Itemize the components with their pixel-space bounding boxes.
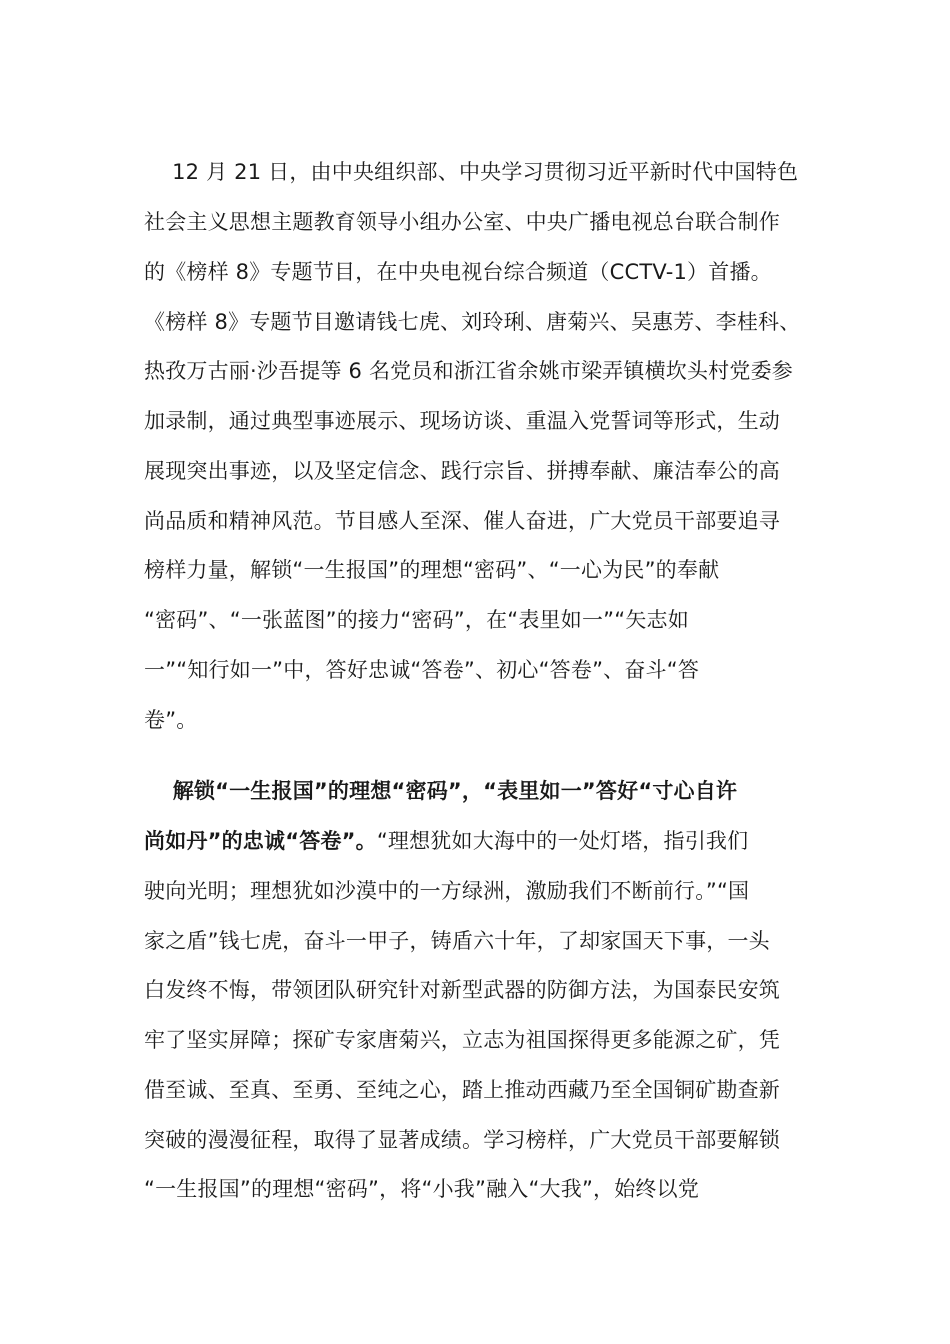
paragraph-1-line-8: 尚品质和精神风范。节目感人至深、催人奋进，广大党员干部要追寻	[144, 509, 780, 533]
paragraph-1-line-6: 加录制，通过典型事迹展示、现场访谈、重温入党誓词等形式，生动	[144, 409, 780, 433]
paragraph-2-line-5: 白发终不悔，带领团队研究针对新型武器的防御方法，为国泰民安筑	[144, 978, 780, 1002]
paragraph-2-line-3: 驶向光明；理想犹如沙漠中的一方绿洲，激励我们不断前行。”“国	[144, 879, 750, 903]
paragraph-1-line-5: 热孜万古丽·沙吾提等 6 名党员和浙江省余姚市梁弄镇横坎头村党委参	[144, 359, 793, 383]
paragraph-1-line-7: 展现突出事迹，以及坚定信念、践行宗旨、拼搏奉献、廉洁奉公的高	[144, 459, 780, 483]
paragraph-2-heading-line-1: 解锁“一生报国”的理想“密码”，“表里如一”答好“寸心自许	[144, 779, 738, 803]
paragraph-2-line-8: 突破的漫漫征程，取得了显著成绩。学习榜样，广大党员干部要解锁	[144, 1128, 780, 1152]
paragraph-2-line-2	[144, 826, 806, 856]
paragraph-2-line-7: 借至诚、至真、至勇、至纯之心，踏上推动西藏乃至全国铜矿勘查新	[144, 1078, 780, 1102]
paragraph-1-line-2: 社会主义思想主题教育领导小组办公室、中央广播电视总台联合制作	[144, 210, 780, 234]
paragraph-1-line-11: 一”“知行如一”中，答好忠诚“答卷”、初心“答卷”、奋斗“答	[144, 658, 700, 682]
paragraph-1-line-1: 12 月 21 日，由中央组织部、中央学习贯彻习近平新时代中国特色	[144, 160, 799, 184]
paragraph-1-line-10: “密码”、“一张蓝图”的接力“密码”，在“表里如一”“矢志如	[144, 608, 689, 632]
paragraph-1-line-4: 《榜样 8》专题节目邀请钱七虎、刘玲琍、唐菊兴、吴惠芳、李桂科、	[144, 310, 801, 334]
paragraph-1-line-3: 的《榜样 8》专题节目，在中央电视台综合频道（CCTV-1）首播。	[144, 260, 772, 284]
paragraph-2-line-6: 牢了坚实屏障；探矿专家唐菊兴，立志为祖国探得更多能源之矿，凭	[144, 1028, 780, 1052]
paragraph-2-heading-tail: 尚如丹”的忠诚“答卷”。	[144, 829, 377, 853]
paragraph-2-line-4: 家之盾”钱七虎，奋斗一甲子，铸盾六十年，了却家国天下事，一头	[144, 929, 770, 953]
paragraph-2-line-9: “一生报国”的理想“密码”，将“小我”融入“大我”，始终以党	[144, 1177, 700, 1201]
paragraph-2-body-start: “理想犹如大海中的一处灯塔，指引我们	[376, 829, 749, 853]
paragraph-1-line-12: 卷”。	[144, 708, 198, 732]
paragraph-1-line-9: 榜样力量，解锁“一生报国”的理想“密码”、“一心为民”的奉献	[144, 558, 720, 582]
